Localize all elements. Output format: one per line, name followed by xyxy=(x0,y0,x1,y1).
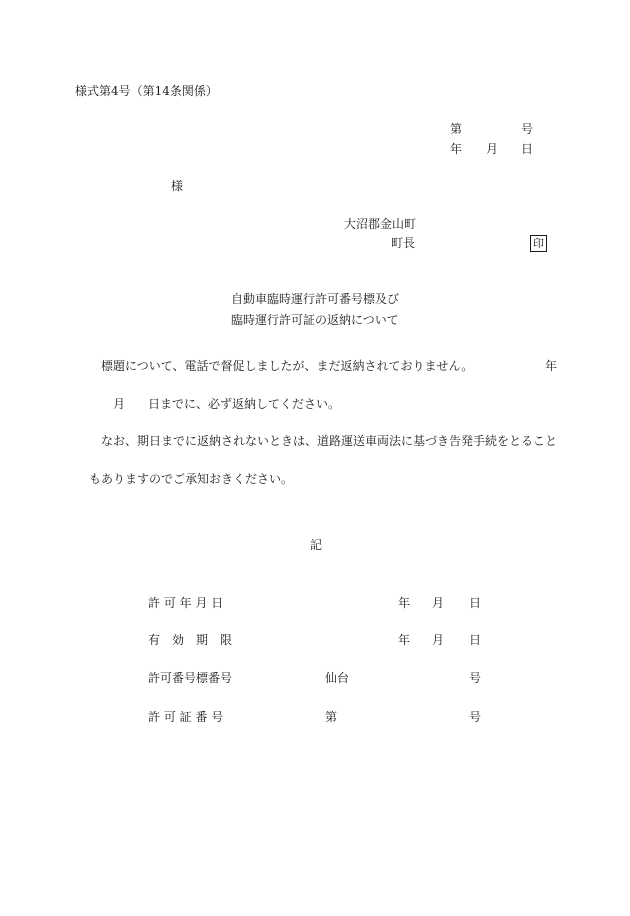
details-end: 日 xyxy=(469,633,482,647)
details-mid: 仙台 xyxy=(325,671,350,685)
addressee-suffix: 様 xyxy=(171,179,184,193)
body-line-2: 日までに、必ず返納してください。 xyxy=(148,397,341,411)
body-year: 年 xyxy=(545,359,558,373)
body-month: 月 xyxy=(113,397,126,411)
details-month: 月 xyxy=(432,633,445,647)
number-suffix: 号 xyxy=(521,122,534,136)
details-label: 許 可 証 番 号 xyxy=(148,710,224,724)
body-line-3: なお、期日までに返納されないときは、道路運送車両法に基づき告発手続をとること xyxy=(101,434,558,448)
sender-title: 町長 xyxy=(391,236,416,250)
subject-line-1: 自動車臨時運行許可番号標及び xyxy=(231,292,400,306)
details-label: 有 効 期 限 xyxy=(148,633,233,647)
details-year: 年 xyxy=(398,596,411,610)
details-year: 年 xyxy=(398,633,411,647)
date-day: 日 xyxy=(521,142,534,156)
date-month: 月 xyxy=(486,142,499,156)
details-end: 号 xyxy=(469,671,482,685)
details-label: 許 可 年 月 日 xyxy=(148,596,224,610)
body-line-1: 標題について、電話で督促しましたが、まだ返納されておりません。 xyxy=(101,359,474,373)
sender-municipality: 大沼郡金山町 xyxy=(344,217,417,231)
form-label: 様式第4号（第14条関係） xyxy=(75,84,218,98)
details-end: 日 xyxy=(469,596,482,610)
seal-stamp: 印 xyxy=(530,235,547,252)
details-mid: 第 xyxy=(325,710,338,724)
details-end: 号 xyxy=(469,710,482,724)
body-line-4: もありますのでご承知おきください。 xyxy=(89,472,294,486)
date-year: 年 xyxy=(450,142,463,156)
details-label: 許可番号標番号 xyxy=(148,671,233,685)
ki-heading: 記 xyxy=(310,538,323,552)
number-prefix: 第 xyxy=(450,122,463,136)
details-month: 月 xyxy=(432,596,445,610)
subject-line-2: 臨時運行許可証の返納について xyxy=(231,313,399,327)
